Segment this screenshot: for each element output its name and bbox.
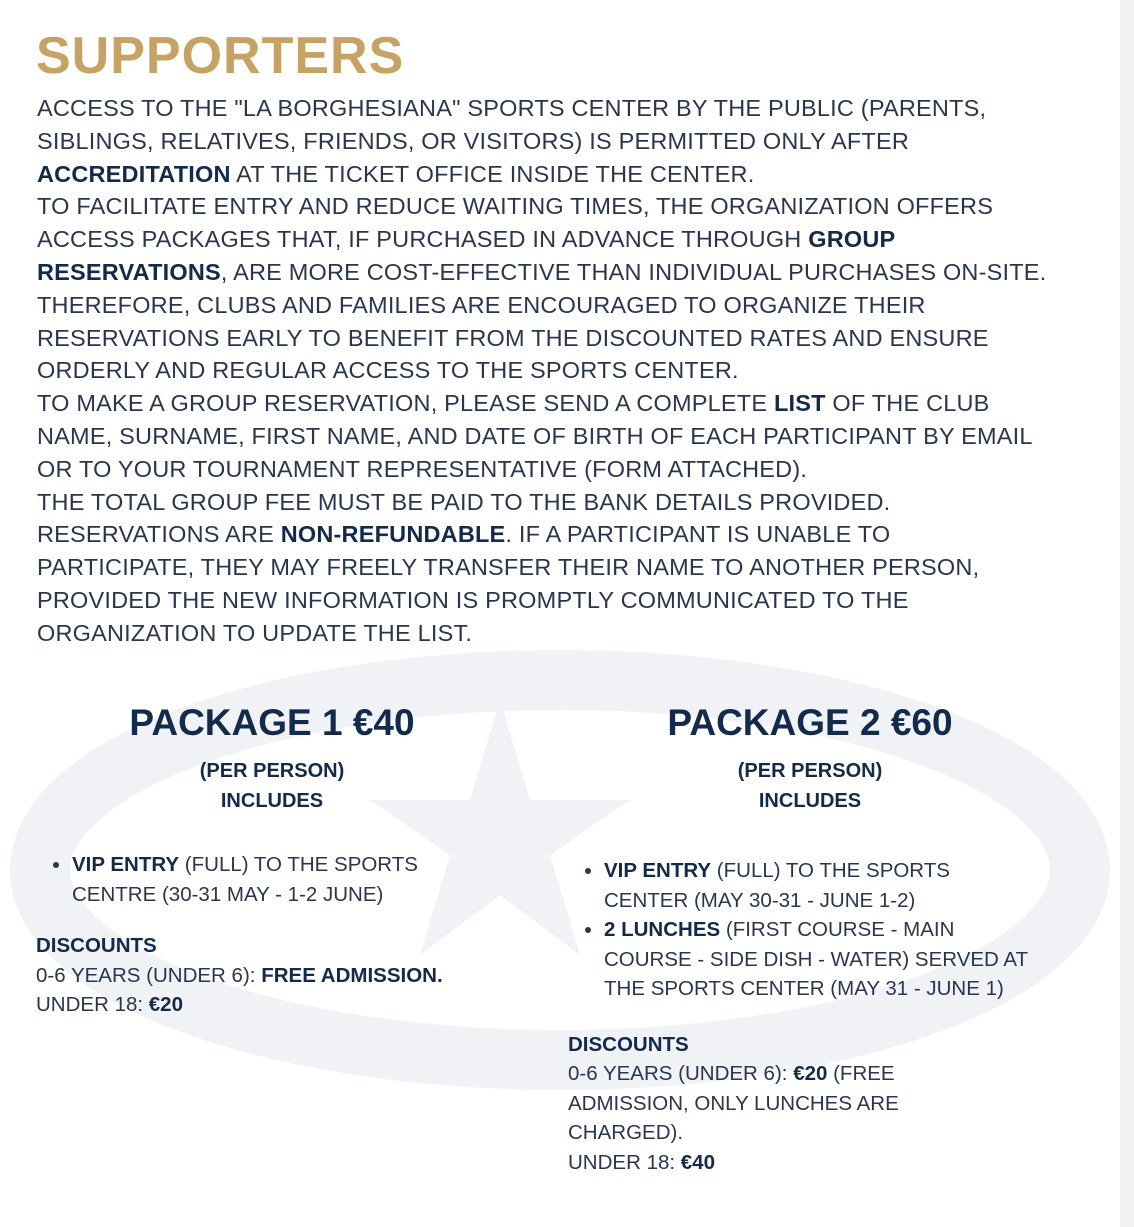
include-item — [604, 856, 1034, 915]
text-segment: TO FACILITATE ENTRY AND REDUCE WAITING TIMES, THE ORGANIZATION OFFERS — [37, 193, 994, 220]
text-segment: 0-6 YEARS (UNDER 6): — [36, 963, 262, 987]
text-segment: PARTICIPATE, THEY MAY FREELY TRANSFER THEIR NAME TO ANOTHER PERSON, — [37, 554, 980, 581]
text-segment: SIBLINGS, RELATIVES, FRIENDS, OR VISITORS) IS PERMITTED ONLY AFTER — [37, 127, 909, 154]
text-segment: 0-6 YEARS (UNDER 6): — [568, 1062, 794, 1085]
text-segment: ORDERLY AND REGULAR ACCESS TO THE SPORTS CENTER. — [37, 357, 739, 384]
include-item — [604, 915, 1034, 1004]
bold-text: €20 — [148, 993, 183, 1016]
package-2 — [568, 702, 1052, 1177]
per-person-label: (PER PERSON) — [199, 760, 345, 782]
text-line — [37, 584, 1046, 617]
package-title: PACKAGE 1 €40 — [129, 702, 415, 743]
bold-text: 2 LUNCHES — [604, 918, 721, 941]
text-line — [37, 223, 1046, 256]
discount-line — [36, 961, 508, 991]
text-line — [37, 453, 1046, 486]
bold-text: GROUP — [808, 226, 896, 253]
bold-text: ACCREDITATION — [37, 160, 231, 187]
text-segment: (FREE ADMISSION, ONLY LUNCHES ARE CHARGED). — [568, 1062, 899, 1144]
bold-text: FREE ADMISSION. — [261, 963, 443, 987]
text-segment: (FIRST COURSE - MAIN COURSE - SIDE DISH - WATER) SERVED AT THE SPORTS CENTER (MAY 31 - JUNE 1) — [604, 918, 1028, 1000]
text-line — [37, 289, 1046, 322]
discounts-label: DISCOUNTS — [568, 1032, 689, 1056]
text-line — [37, 322, 1046, 355]
text-segment: RESERVATIONS ARE — [37, 521, 281, 548]
text-line — [37, 190, 1046, 223]
text-segment: THEREFORE, CLUBS AND FAMILIES ARE ENCOURAGED TO ORGANIZE THEIR — [37, 291, 926, 318]
text-line — [37, 486, 1046, 519]
package-title: PACKAGE 2 €60 — [667, 702, 953, 743]
bold-text: NON-REFUNDABLE — [280, 521, 506, 548]
includes-label: INCLUDES — [758, 790, 862, 812]
text-segment: ORGANIZATION TO UPDATE THE LIST. — [37, 619, 473, 646]
text-segment: (FULL) TO THE SPORTS CENTER (MAY 30-31 - JUNE 1-2) — [604, 859, 950, 912]
text-segment: . IF A PARTICIPANT IS UNABLE TO — [505, 521, 891, 548]
page-title: SUPPORTERS — [36, 27, 405, 85]
bold-text: €40 — [680, 1150, 715, 1174]
text-segment: , ARE MORE COST-EFFECTIVE THAN INDIVIDUAL PURCHASES ON-SITE. — [220, 258, 1047, 285]
text-segment: TO MAKE A GROUP RESERVATION, PLEASE SEND A COMPLETE — [37, 390, 774, 417]
text-segment: NAME, SURNAME, FIRST NAME, AND DATE OF BIRTH OF EACH PARTICIPANT BY EMAIL — [37, 422, 1033, 449]
include-item — [72, 850, 472, 909]
text-line — [37, 551, 1046, 584]
discounts-label: DISCOUNTS — [36, 934, 157, 957]
text-line — [37, 92, 1046, 125]
bold-text: RESERVATIONS — [37, 258, 221, 285]
text-line — [37, 387, 1046, 420]
package-1 — [36, 702, 508, 1020]
text-line — [37, 256, 1046, 289]
text-line — [37, 354, 1046, 387]
text-segment: OF THE CLUB — [825, 390, 990, 417]
text-line — [37, 518, 1046, 551]
includes-list — [568, 856, 1034, 1004]
discount-line — [568, 1148, 948, 1178]
bold-text: VIP ENTRY — [72, 853, 180, 876]
discount-line — [568, 1059, 948, 1148]
intro-text — [37, 92, 1046, 650]
includes-label: INCLUDES — [220, 790, 324, 812]
text-line — [37, 617, 1046, 650]
text-segment: ACCESS TO THE "LA BORGHESIANA" SPORTS CENTER BY THE PUBLIC (PARENTS, — [37, 95, 987, 121]
bold-text: LIST — [773, 390, 826, 417]
includes-list — [36, 850, 472, 909]
text-line — [37, 125, 1046, 158]
text-segment: RESERVATIONS EARLY TO BENEFIT FROM THE DISCOUNTED RATES AND ENSURE — [37, 324, 989, 351]
text-line — [37, 420, 1046, 453]
page-edge — [1120, 0, 1134, 1227]
discounts — [568, 1030, 948, 1178]
text-segment: UNDER 18: — [36, 993, 149, 1016]
text-segment: AT THE TICKET OFFICE INSIDE THE CENTER. — [230, 160, 755, 187]
text-segment: OR TO YOUR TOURNAMENT REPRESENTATIVE (FORM ATTACHED). — [37, 455, 808, 482]
text-segment: THE TOTAL GROUP FEE MUST BE PAID TO THE BANK DETAILS PROVIDED. — [37, 488, 891, 515]
text-segment: PROVIDED THE NEW INFORMATION IS PROMPTLY COMMUNICATED TO THE — [37, 586, 909, 613]
text-segment: ACCESS PACKAGES THAT, IF PURCHASED IN ADVANCE THROUGH — [37, 226, 809, 253]
text-segment: UNDER 18: — [568, 1150, 681, 1174]
discount-line — [36, 990, 508, 1020]
bold-text: VIP ENTRY — [604, 859, 712, 882]
bold-text: €20 — [793, 1062, 828, 1085]
discounts — [36, 931, 508, 1020]
text-segment: (FULL) TO THE SPORTS CENTRE (30-31 MAY - 1-2 JUNE) — [72, 853, 418, 906]
per-person-label: (PER PERSON) — [737, 760, 883, 782]
text-line — [37, 158, 1046, 191]
